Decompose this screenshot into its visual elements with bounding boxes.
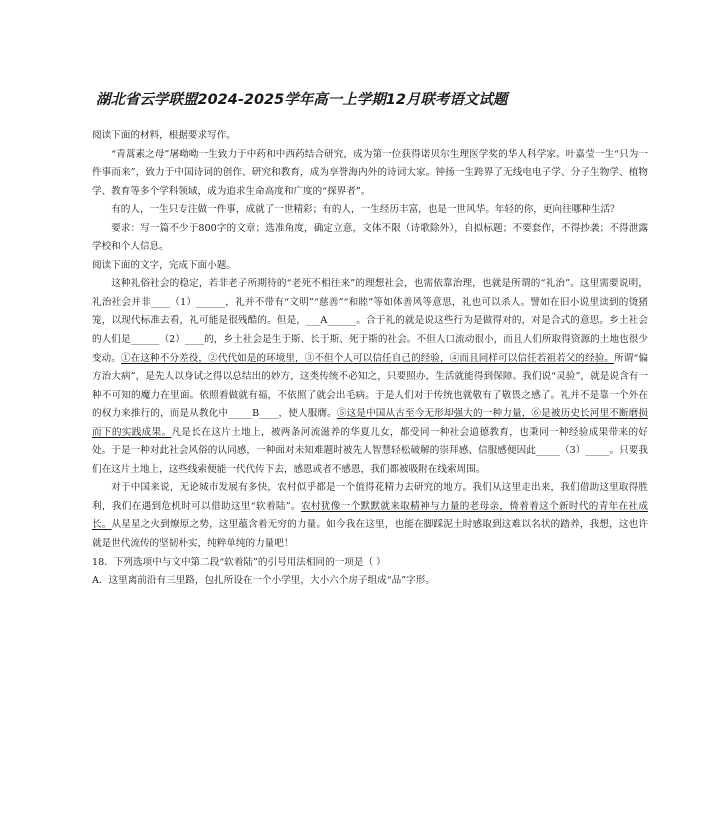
- underlined-sentence-1: ①在这种不分差役，②代代如是的环境里，③不但个人可以信任自己的经验，④而且同样可以信任若祖若父的经验。: [121, 352, 615, 364]
- reading-paragraph-2: [92, 479, 648, 553]
- exam-title: 湖北省云学联盟2024-2025学年高一上学期12月联考语文试题: [96, 92, 508, 108]
- reading-text: 对于中国来说，无论城市发展有多快，农村似乎都是一个值得花精力去研究的地方。我们从这里走出来，我们借助这里取得胜利，我们在遇到危机时可以借助这里“软着陆”。: [92, 482, 648, 512]
- reading-text: 从星星之火到燎原之势，这里蕴含着无穷的力量。如今我在这里，也能在脚踩泥土时感取到这难以名状的踏养，我想，这也许就是世代流传的坚韧朴实，纯粹单纯的力量吧！: [92, 519, 648, 550]
- underlined-sentence-2: ⑤这是中国从古至今无形却强大的一种力量，⑥是被历史长河里不断磨损而下的实践成果。: [92, 408, 648, 438]
- question-stem: 18．下列选项中与文中第二段“软着陆”的引号用法相同的一项是（ ）: [92, 556, 386, 568]
- reading-text: 所谓“偏方治大病”，是先人以身试之得以总结出的妙方，这类传统不必知之，只要照办，生活就能得到保障。我们说“灵验”，就是说含有一种不可知的魔力在里面。依照着做就有福，不依照了就会出毛病。于是人们对于传统也就敬有了敬畏之感了。礼并不是靠一个外在的权力来推行的，而是从教化中_____B____，使人服膺。: [92, 352, 649, 420]
- underlined-sentence-3: 农村犹像一个默默就来取精神与力量的老母亲，倚着着这个新时代的青年在社成长。: [92, 500, 649, 531]
- essay-intro: 阅读下面的材料，根据要求写作。: [92, 130, 236, 141]
- document-body: [92, 127, 648, 591]
- reading-text: 凡是长在这片土地上，被两条河流滋养的华夏儿女，都受同一种社会道德教育，也秉同一种经验成果带来的好处。于是一种对此社会风俗的认同感，一种面对未知难题时被先人智慧轻松破解的崇拜感、信服感便因此_____（3）_____。只要我们在这片土地上，这些线索便能一代代传下去，感恩或者不感恩，我们都被吸附在线索周围。: [92, 426, 649, 475]
- question-option-a: A．这里离前沿有三里路，包扎所设在一个小学里，大小六个房子组成“品”字形。: [92, 575, 435, 587]
- reading-paragraph-1: [92, 275, 648, 479]
- reading-text: 这种礼俗社会的稳定，若非老子所期待的“老死不相往来”的理想社会，也需依靠治理，也就是所谓的“礼治”。这里需要说明，礼治社会并非____（1）______，礼并不带有“文明”“慈善”“和睦”等如体善风等意思，礼也可以杀人。譬如在旧小说里读到的烫猪笼，以现代标准去看，礼可能是很残酷的。但是，___A______。合于礼的就是说这些行为是做得对的，对是合式的意思。乡土社会的人们是______（2）____的，乡土社会是生于斯、长于斯、死于斯的社会。不但人口流动很小，而且人们所取得资源的土地也很少变动。: [92, 278, 648, 364]
- essay-paragraph-1: “青蒿素之母”屠呦呦一生致力于中药和中西药结合研究，成为第一位获得诺贝尔生理医学奖的华人科学家。叶嘉莹一生“只为一件事而来”，致力于中国诗词的创作、研究和教育，成为享誉海内外的诗词大家。钟扬一生跨界了无线电电子学、分子生物学、植物学、教育等多个学科领域，成为追求生命高度和广度的“探界者”。: [92, 148, 648, 197]
- reading-intro: 阅读下面的文字，完成下面小题。: [92, 259, 236, 271]
- essay-paragraph-2: 有的人，一生只专注做一件事，成就了一世精彩；有的人，一生经历丰富，也是一世风华。年轻的你，更向往哪种生活？: [111, 204, 620, 216]
- essay-requirements: 要求：写一篇不少于800字的文章；选准角度，确定立意，文体不限（诗歌除外），自拟标题；不要套作，不得抄袭；不得泄露学校和个人信息。: [92, 222, 648, 253]
